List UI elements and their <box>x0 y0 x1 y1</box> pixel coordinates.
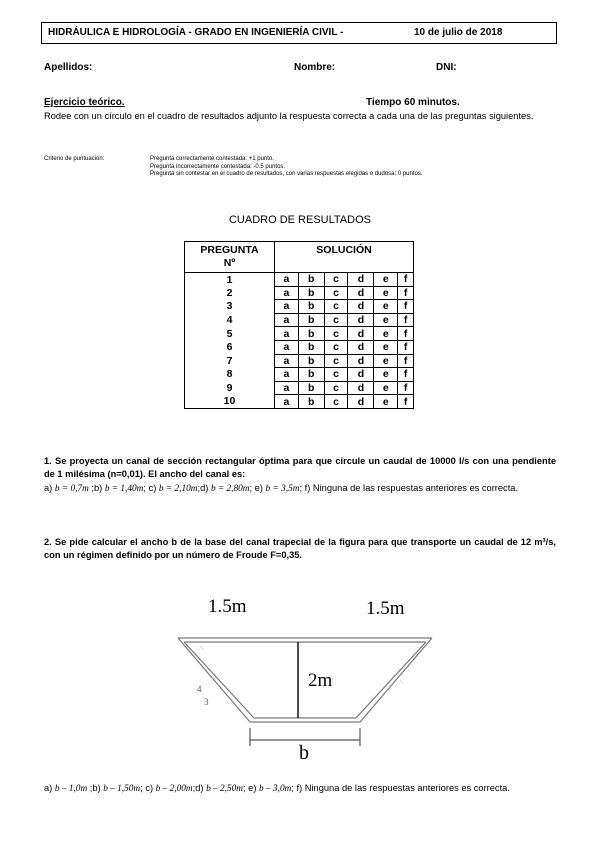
results-row <box>185 368 414 382</box>
answer-option-c[interactable]: c <box>324 340 348 354</box>
answer-option-b[interactable]: b <box>298 381 324 395</box>
answer-option-f[interactable]: f <box>398 381 414 395</box>
answer-option-f[interactable]: f <box>398 273 414 287</box>
results-table <box>184 241 414 409</box>
answer-option-c[interactable]: c <box>324 354 348 368</box>
q2-option-c-key: c) <box>145 783 154 793</box>
results-row <box>185 395 414 409</box>
answer-option-d[interactable]: d <box>348 381 374 395</box>
q1-option-f: f) Ninguna de las respuestas anteriores es correcta. <box>304 483 519 493</box>
answer-option-f[interactable]: f <box>398 340 414 354</box>
answer-option-e[interactable]: e <box>374 381 398 395</box>
answer-option-e[interactable]: e <box>374 300 398 314</box>
answer-option-d[interactable]: d <box>348 368 374 382</box>
q1-option-c-key: c) <box>148 483 157 493</box>
criteria-label: Criterio de puntuación: <box>44 156 105 162</box>
q1-option-d-key: d) <box>200 483 209 493</box>
answer-option-f[interactable]: f <box>398 368 414 382</box>
solution-header: SOLUCIÓN <box>275 242 414 273</box>
answer-option-c[interactable]: c <box>324 381 348 395</box>
q2-option-e-key: e) <box>248 783 257 793</box>
answer-option-e[interactable]: e <box>374 368 398 382</box>
question-2-body: Se pide calcular el ancho b de la base del canal trapecial de la figura para que transporte un caudal de 12 m³/s, con un régimen definido por un número de Froude F=0,35. <box>44 537 556 560</box>
results-row <box>185 273 414 287</box>
question-number: 7 <box>185 354 275 368</box>
answer-option-d[interactable]: d <box>348 313 374 327</box>
q1-option-e: b = 3,5m <box>265 484 300 494</box>
q1-option-a-key: a) <box>44 483 53 493</box>
criteria-line: Pregunta sin contestar en el cuadro de resultados, con varias respuestas elegidas o dudosa: 0 puntos. <box>150 171 423 177</box>
q2-option-f: f) Ninguna de las respuestas anteriores es correcta. <box>296 783 510 793</box>
answer-option-c[interactable]: c <box>324 300 348 314</box>
question-2-text <box>44 536 556 561</box>
q2-option-a-key: a) <box>44 783 53 793</box>
q1-option-a: b = 0,7m <box>54 484 89 494</box>
name-label: Nombre: <box>294 62 336 73</box>
answer-option-a[interactable]: a <box>275 340 299 354</box>
question-number: 4 <box>185 313 275 327</box>
answer-option-e[interactable]: e <box>374 286 398 300</box>
answer-option-b[interactable]: b <box>298 300 324 314</box>
q1-option-b-key: b) <box>93 483 103 493</box>
question-2-options: a) b – 1,0m ;b) b – 1,50m; c) b – 2,00m;d) b – 2,50m; e) b – 3,0m; f) Ninguna de las respuestas anteriores es correcta. <box>44 783 510 794</box>
answer-option-b[interactable]: b <box>298 368 324 382</box>
answer-option-c[interactable]: c <box>324 395 348 409</box>
question-number: 8 <box>185 368 275 382</box>
question-number: 2 <box>185 286 275 300</box>
q2-option-e: b – 3,0m <box>259 784 292 794</box>
question-header <box>185 242 275 273</box>
answer-option-d[interactable]: d <box>348 395 374 409</box>
question-number: 3 <box>185 300 275 314</box>
answer-option-d[interactable]: d <box>348 273 374 287</box>
question-1-number: 1. <box>44 456 52 466</box>
answer-option-e[interactable]: e <box>374 395 398 409</box>
answer-option-a[interactable]: a <box>275 313 299 327</box>
answer-option-d[interactable]: d <box>348 327 374 341</box>
answer-option-f[interactable]: f <box>398 300 414 314</box>
q1-option-d: b = 2,80m <box>210 484 250 494</box>
answer-option-e[interactable]: e <box>374 340 398 354</box>
answer-option-d[interactable]: d <box>348 300 374 314</box>
results-row <box>185 354 414 368</box>
answer-option-e[interactable]: e <box>374 273 398 287</box>
answer-option-e[interactable]: e <box>374 354 398 368</box>
answer-option-b[interactable]: b <box>298 354 324 368</box>
question-1-body: Se proyecta un canal de sección rectangular óptima para que circule un caudal de 10000 l/s con una pendiente de 1 milésima (n=0,01). El ancho del canal es: <box>44 456 556 479</box>
criteria-line: Pregunta correctamente contestada: +1 punto. <box>150 156 274 162</box>
answer-option-e[interactable]: e <box>374 327 398 341</box>
instructions: Rodee con un círculo en el cuadro de resultados adjunto la respuesta correcta a cada una de las preguntas siguientes. <box>44 111 534 121</box>
results-row <box>185 340 414 354</box>
answer-option-a[interactable]: a <box>275 327 299 341</box>
results-row <box>185 300 414 314</box>
question-number: 5 <box>185 327 275 341</box>
answer-option-b[interactable]: b <box>298 313 324 327</box>
results-row <box>185 381 414 395</box>
exam-header <box>41 22 557 44</box>
question-number: 10 <box>185 395 275 409</box>
question-number: 1 <box>185 273 275 287</box>
figure-depth-label: 2m <box>308 670 333 691</box>
answer-option-c[interactable]: c <box>324 273 348 287</box>
q1-option-b: b = 1,40m <box>104 484 144 494</box>
q2-option-d: b – 2,50m <box>206 784 243 794</box>
q2-option-b: b – 1,50m <box>103 784 141 794</box>
answer-option-e[interactable]: e <box>374 313 398 327</box>
figure-base-label: b <box>299 742 309 764</box>
exercise-title: Ejercicio teórico. <box>44 97 125 108</box>
answer-option-c[interactable]: c <box>324 313 348 327</box>
question-number: 9 <box>185 381 275 395</box>
answer-option-b[interactable]: b <box>298 273 324 287</box>
figure-slope-3: 3 <box>204 697 209 707</box>
answer-option-f[interactable]: f <box>398 286 414 300</box>
course-title: HIDRÁULICA E HIDROLOGÍA - GRADO EN INGENIERÍA CIVIL - <box>48 27 344 38</box>
q2-option-a: b – 1,0m <box>54 784 88 794</box>
question-header-label: PREGUNTA <box>200 244 259 256</box>
answer-option-a[interactable]: a <box>275 300 299 314</box>
exercise-time: Tiempo 60 minutos. <box>366 97 460 108</box>
answer-option-c[interactable]: c <box>324 327 348 341</box>
q2-option-c: b – 2,00m <box>155 784 193 794</box>
question-1-options: a) b = 0,7m ;b) b = 1,40m; c) b = 2,10m;d) b = 2,80m; e) b = 3,5m; f) Ninguna de las respuestas anteriores es correcta. <box>44 483 519 494</box>
dni-label: DNI: <box>436 62 457 73</box>
answer-option-a[interactable]: a <box>275 273 299 287</box>
answer-option-f[interactable]: f <box>398 395 414 409</box>
question-header-label-2: Nº <box>223 257 236 269</box>
answer-option-d[interactable]: d <box>348 340 374 354</box>
question-1-text <box>44 455 556 480</box>
criteria-line: Pregunta incorrectamente contestada: -0.5 puntos. <box>150 163 286 170</box>
q2-option-b-key: b) <box>92 783 101 793</box>
results-title: CUADRO DE RESULTADOS <box>228 214 371 226</box>
figure-slope-4: 4 <box>197 684 202 694</box>
question-number: 6 <box>185 340 275 354</box>
question-2-number: 2. <box>44 537 52 547</box>
figure-right-offset-label: 1.5m <box>366 598 405 619</box>
q1-option-e-key: e) <box>254 483 263 493</box>
answer-option-f[interactable]: f <box>398 354 414 368</box>
answer-option-c[interactable]: c <box>324 368 348 382</box>
answer-option-a[interactable]: a <box>275 368 299 382</box>
answer-option-b[interactable]: b <box>298 327 324 341</box>
surname-label: Apellidos: <box>44 62 93 73</box>
answer-option-b[interactable]: b <box>298 395 324 409</box>
answer-option-f[interactable]: f <box>398 313 414 327</box>
answer-option-f[interactable]: f <box>398 327 414 341</box>
answer-option-d[interactable]: d <box>348 354 374 368</box>
criteria-list <box>150 156 423 179</box>
answer-option-d[interactable]: d <box>348 286 374 300</box>
results-row <box>185 327 414 341</box>
exam-date: 10 de julio de 2018 <box>414 27 503 38</box>
answer-option-b[interactable]: b <box>298 340 324 354</box>
figure-left-offset-label: 1.5m <box>208 596 247 617</box>
answer-option-c[interactable]: c <box>324 286 348 300</box>
results-row <box>185 286 414 300</box>
answer-option-a[interactable]: a <box>275 381 299 395</box>
q1-option-c: b = 2,10m <box>158 484 198 494</box>
q2-option-d-key: d) <box>195 783 204 793</box>
answer-option-b[interactable]: b <box>298 286 324 300</box>
answer-option-a[interactable]: a <box>275 286 299 300</box>
answer-option-a[interactable]: a <box>275 354 299 368</box>
results-row <box>185 313 414 327</box>
answer-option-a[interactable]: a <box>275 395 299 409</box>
